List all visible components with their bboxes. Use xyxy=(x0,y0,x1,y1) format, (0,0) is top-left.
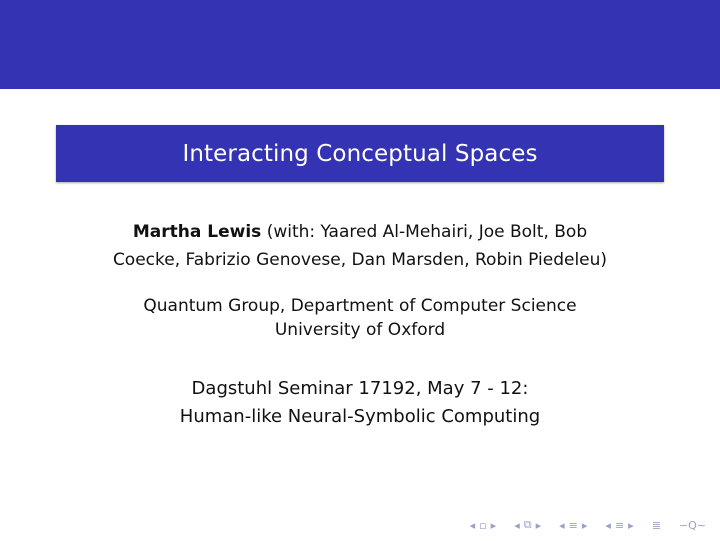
title-box xyxy=(56,125,664,182)
nav-subsection-icon[interactable]: ≡ xyxy=(568,518,578,532)
coauthors-line-1: (with: Yaared Al-Mehairi, Joe Bolt, Bob xyxy=(266,222,588,242)
affiliation-line-1: Quantum Group, Department of Computer Science xyxy=(143,296,577,316)
author-name: Martha Lewis xyxy=(132,222,262,242)
nav-next-frame-icon[interactable]: ▸ xyxy=(535,518,542,532)
nav-next-subsection-icon[interactable]: ▸ xyxy=(581,518,588,532)
affiliation-block xyxy=(0,294,720,342)
nav-prev-icon[interactable]: ◂ xyxy=(469,518,476,532)
event-block xyxy=(0,375,720,431)
event-line-2: Human-like Neural-Symbolic Computing xyxy=(179,406,541,427)
nav-search-icon[interactable]: ∽Q∼ xyxy=(678,518,706,532)
navigation-bar xyxy=(470,518,706,532)
nav-first-icon[interactable]: ▫ xyxy=(479,518,487,532)
nav-next-icon[interactable]: ▸ xyxy=(490,518,497,532)
nav-section-icon[interactable]: ≡ xyxy=(614,518,625,532)
nav-prev-frame-icon[interactable]: ◂ xyxy=(514,518,520,532)
nav-align-icon[interactable]: ≣ xyxy=(651,518,661,532)
affiliation-line-2: University of Oxford xyxy=(274,320,446,340)
nav-frame-icon[interactable]: ⧉ xyxy=(523,518,532,531)
coauthors-line-2: Coecke, Fabrizio Genovese, Dan Marsden, Robin Piedeleu) xyxy=(112,250,608,270)
slide-title: Interacting Conceptual Spaces xyxy=(182,140,538,167)
author-block xyxy=(0,218,720,274)
nav-prev-subsection-icon[interactable]: ◂ xyxy=(559,518,565,532)
event-line-1: Dagstuhl Seminar 17192, May 7 - 12: xyxy=(191,378,529,399)
nav-prev-section-icon[interactable]: ◂ xyxy=(605,518,611,532)
nav-next-section-icon[interactable]: ▸ xyxy=(628,518,634,532)
header-bar xyxy=(0,0,720,89)
